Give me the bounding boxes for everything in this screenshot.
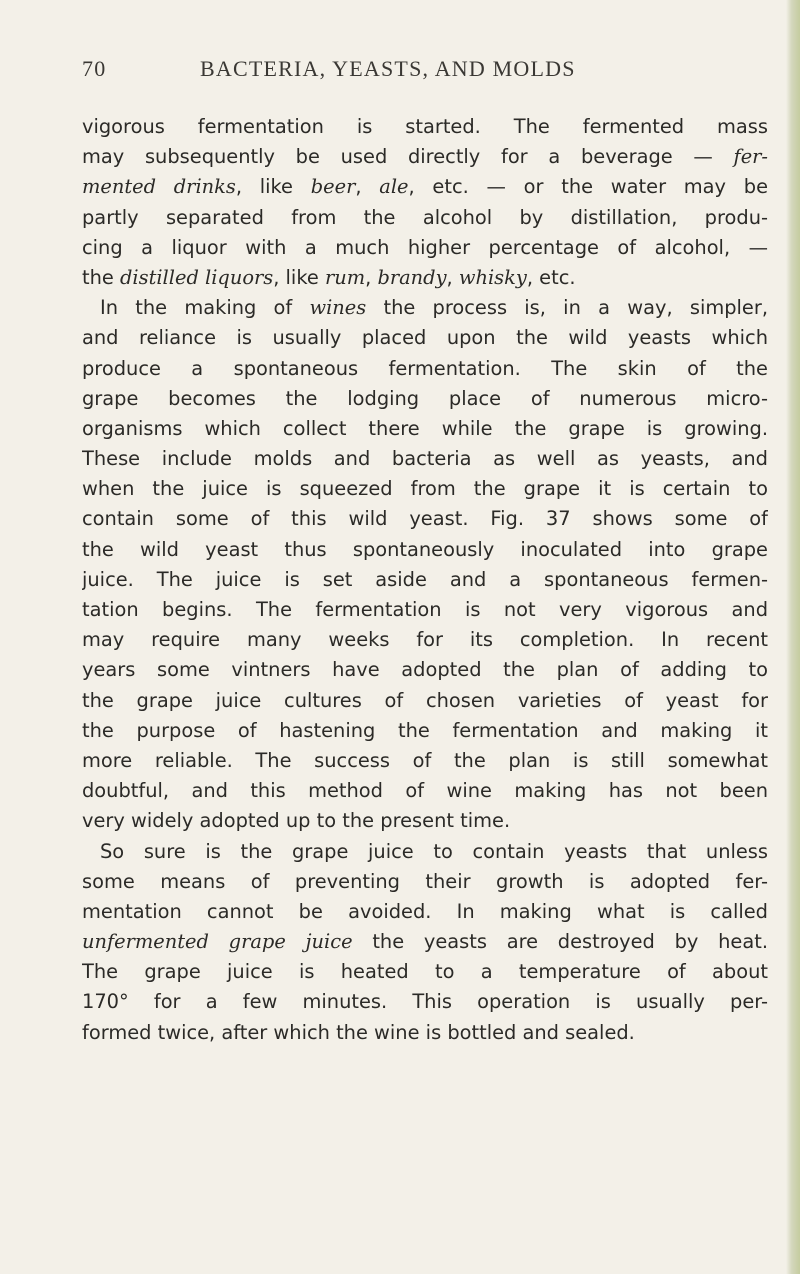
text-line	[82, 504, 768, 534]
text-line	[82, 655, 768, 685]
text-line	[82, 384, 768, 414]
text-line	[82, 625, 768, 655]
text-line	[82, 172, 768, 202]
text-run: 170° for a few minutes. This operation is usually per-	[82, 990, 768, 1014]
text-line	[82, 354, 768, 384]
text-line	[82, 776, 768, 806]
text-line	[82, 806, 768, 836]
text-run: doubtful, and this method of wine making has not been	[82, 779, 768, 803]
italic-term: whisky	[458, 265, 527, 289]
text-run: the yeasts are destroyed by heat.	[352, 930, 768, 954]
text-run: very widely adopted up to the present time.	[82, 809, 511, 833]
italic-term: beer	[310, 175, 356, 199]
italic-term: ale	[379, 175, 409, 199]
text-run: ,	[365, 265, 378, 289]
body-text	[82, 112, 768, 1048]
page-edge	[786, 0, 800, 1274]
text-run: organisms which collect there while the grape is growing.	[82, 416, 768, 440]
text-line	[82, 323, 768, 353]
text-run: The grape juice is heated to a temperature of about	[82, 960, 768, 984]
page-number: 70	[82, 56, 107, 81]
text-line	[82, 867, 768, 897]
text-line	[82, 414, 768, 444]
text-run: the grape juice cultures of chosen varieties of yeast for	[82, 688, 768, 712]
text-line	[82, 837, 768, 867]
text-run: may require many weeks for its completion. In recent	[82, 628, 768, 652]
text-run: contain some of this wild yeast. Fig. 37 shows some of	[82, 507, 768, 531]
text-run: So sure is the grape juice to contain yeasts that unless	[100, 839, 768, 863]
text-run: may subsequently be used directly for a beverage —	[82, 145, 734, 169]
text-line	[82, 535, 768, 565]
running-head: BACTERIA, YEASTS, AND MOLDS	[200, 56, 576, 81]
text-run: produce a spontaneous fermentation. The skin of the	[82, 356, 768, 380]
text-line	[82, 957, 768, 987]
text-line	[82, 444, 768, 474]
page-header	[82, 56, 768, 86]
text-run: vigorous fermentation is started. The fermented mass	[82, 115, 768, 138]
text-run: partly separated from the alcohol by distillation, produ-	[82, 205, 768, 229]
text-run: In the making of	[100, 296, 310, 320]
text-run: when the juice is squeezed from the grape it is certain to	[82, 477, 768, 501]
italic-term: mented drinks	[82, 175, 236, 199]
text-line	[82, 897, 768, 927]
text-run: the wild yeast thus spontaneously inoculated into grape	[82, 537, 768, 561]
text-run: , like	[235, 175, 311, 199]
text-line	[82, 565, 768, 595]
text-run: and reliance is usually placed upon the wild yeasts which	[82, 326, 768, 350]
text-run: some means of preventing their growth is adopted fer-	[82, 869, 768, 893]
text-line	[82, 716, 768, 746]
text-run: formed twice, after which the wine is bottled and sealed.	[82, 1020, 635, 1044]
text-run: juice. The juice is set aside and a spontaneous fermen-	[82, 567, 768, 591]
text-run: These include molds and bacteria as well as yeasts, and	[82, 447, 768, 471]
text-line	[82, 263, 768, 293]
italic-term: rum	[324, 265, 366, 289]
text-run: the	[82, 265, 120, 289]
text-run: cing a liquor with a much higher percentage of alcohol, —	[82, 235, 768, 259]
text-run: tation begins. The fermentation is not very vigorous and	[82, 598, 768, 621]
text-line	[82, 1018, 768, 1048]
italic-term: wines	[309, 296, 367, 320]
text-run: ,	[446, 265, 459, 289]
italic-term: unfermented grape juice	[82, 930, 353, 954]
italic-term: fer-	[733, 145, 768, 169]
text-line	[82, 686, 768, 716]
text-run: years some vintners have adopted the plan of adding to	[82, 658, 768, 682]
italic-term: distilled liquors	[120, 265, 274, 289]
text-line	[82, 987, 768, 1017]
text-run: more reliable. The success of the plan is still somewhat	[82, 748, 768, 772]
italic-term: brandy	[377, 265, 447, 289]
text-run: mentation cannot be avoided. In making what is called	[82, 899, 768, 923]
text-line	[82, 203, 768, 233]
text-line	[82, 233, 768, 263]
text-run: the process is, in a way, simpler,	[366, 296, 768, 320]
text-run: the purpose of hastening the fermentation and making it	[82, 718, 768, 742]
text-run: , etc.	[526, 265, 576, 289]
text-run: , etc. — or the water may be	[408, 175, 768, 199]
text-line	[82, 474, 768, 504]
text-line	[82, 112, 768, 142]
text-run: ,	[355, 175, 380, 199]
text-line	[82, 746, 768, 776]
text-line	[82, 293, 768, 323]
text-line	[82, 927, 768, 957]
text-line	[82, 142, 768, 172]
text-line	[82, 595, 768, 625]
text-run: , like	[273, 265, 325, 289]
text-run: grape becomes the lodging place of numerous micro-	[82, 386, 768, 410]
